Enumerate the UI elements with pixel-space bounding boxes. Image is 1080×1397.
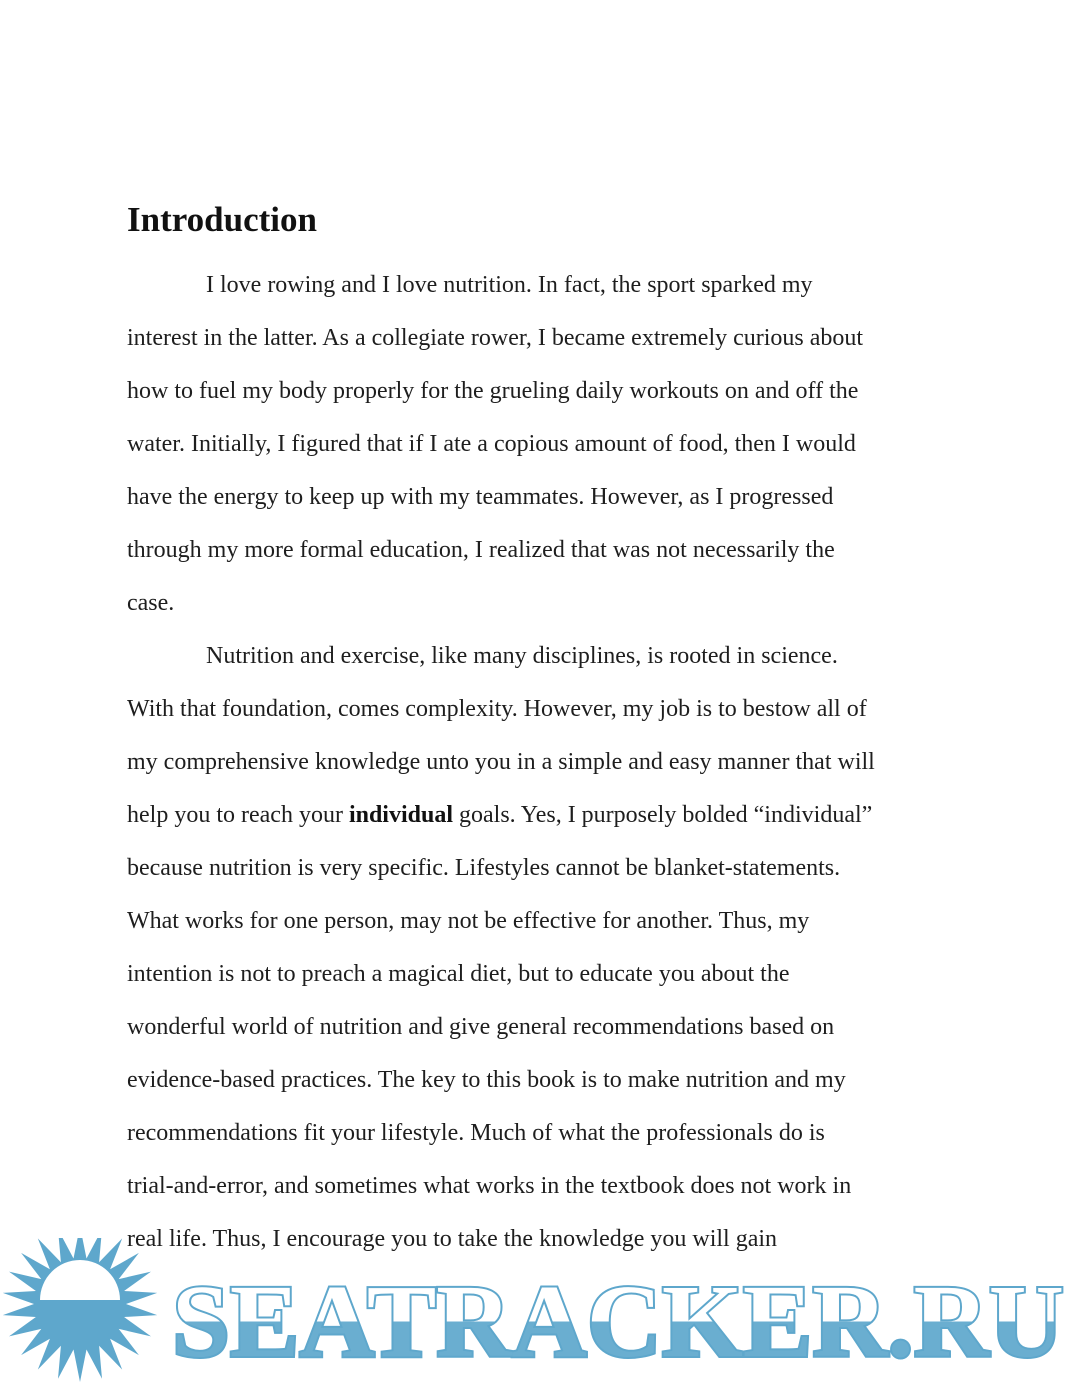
watermark: [0, 1238, 1080, 1397]
line-text: goals. Yes, I purposely bolded “individual”: [453, 802, 873, 828]
paragraph-1-line: case.: [127, 590, 175, 616]
paragraph-2-line: because nutrition is very specific. Lifestyles cannot be blanket-statements.: [127, 855, 841, 881]
paragraph-2-line: Nutrition and exercise, like many disciplines, is rooted in science.: [206, 643, 838, 669]
paragraph-1-line: how to fuel my body properly for the grueling daily workouts on and off the: [127, 378, 859, 404]
line-text: help you to reach your: [127, 802, 349, 828]
paragraph-2-line: real life. Thus, I encourage you to take the knowledge you will gain: [127, 1226, 778, 1252]
sun-icon: [3, 1238, 157, 1382]
paragraph-2-line: trial-and-error, and sometimes what works in the textbook does not work in: [127, 1173, 852, 1199]
paragraph-2-line: evidence-based practices. The key to this book is to make nutrition and my: [127, 1067, 846, 1093]
paragraph-2-line: wonderful world of nutrition and give general recommendations based on: [127, 1014, 835, 1040]
page-title: Introduction: [127, 200, 317, 239]
paragraph-1-line: interest in the latter. As a collegiate rower, I became extremely curious about: [127, 325, 864, 351]
paragraph-2-line: intention is not to preach a magical diet, but to educate you about the: [127, 961, 790, 987]
watermark-text: SEATRACKER.RU: [172, 1264, 1064, 1379]
paragraph-2-line: With that foundation, comes complexity. However, my job is to bestow all of: [127, 696, 867, 722]
paragraph-2-line: [127, 800, 872, 830]
paragraph-2-line: my comprehensive knowledge unto you in a simple and easy manner that will: [127, 749, 875, 775]
paragraph-1-line: water. Initially, I figured that if I ate a copious amount of food, then I would: [127, 431, 856, 457]
paragraph-2-line: recommendations fit your lifestyle. Much of what the professionals do is: [127, 1120, 825, 1146]
bold-emphasis: individual: [348, 802, 453, 828]
paragraph-1-line: I love rowing and I love nutrition. In fact, the sport sparked my: [206, 272, 813, 298]
paragraph-1-line: have the energy to keep up with my teammates. However, as I progressed: [127, 484, 834, 510]
paragraph-1-line: through my more formal education, I realized that was not necessarily the: [127, 537, 835, 563]
paragraph-2-line: What works for one person, may not be effective for another. Thus, my: [127, 908, 810, 934]
